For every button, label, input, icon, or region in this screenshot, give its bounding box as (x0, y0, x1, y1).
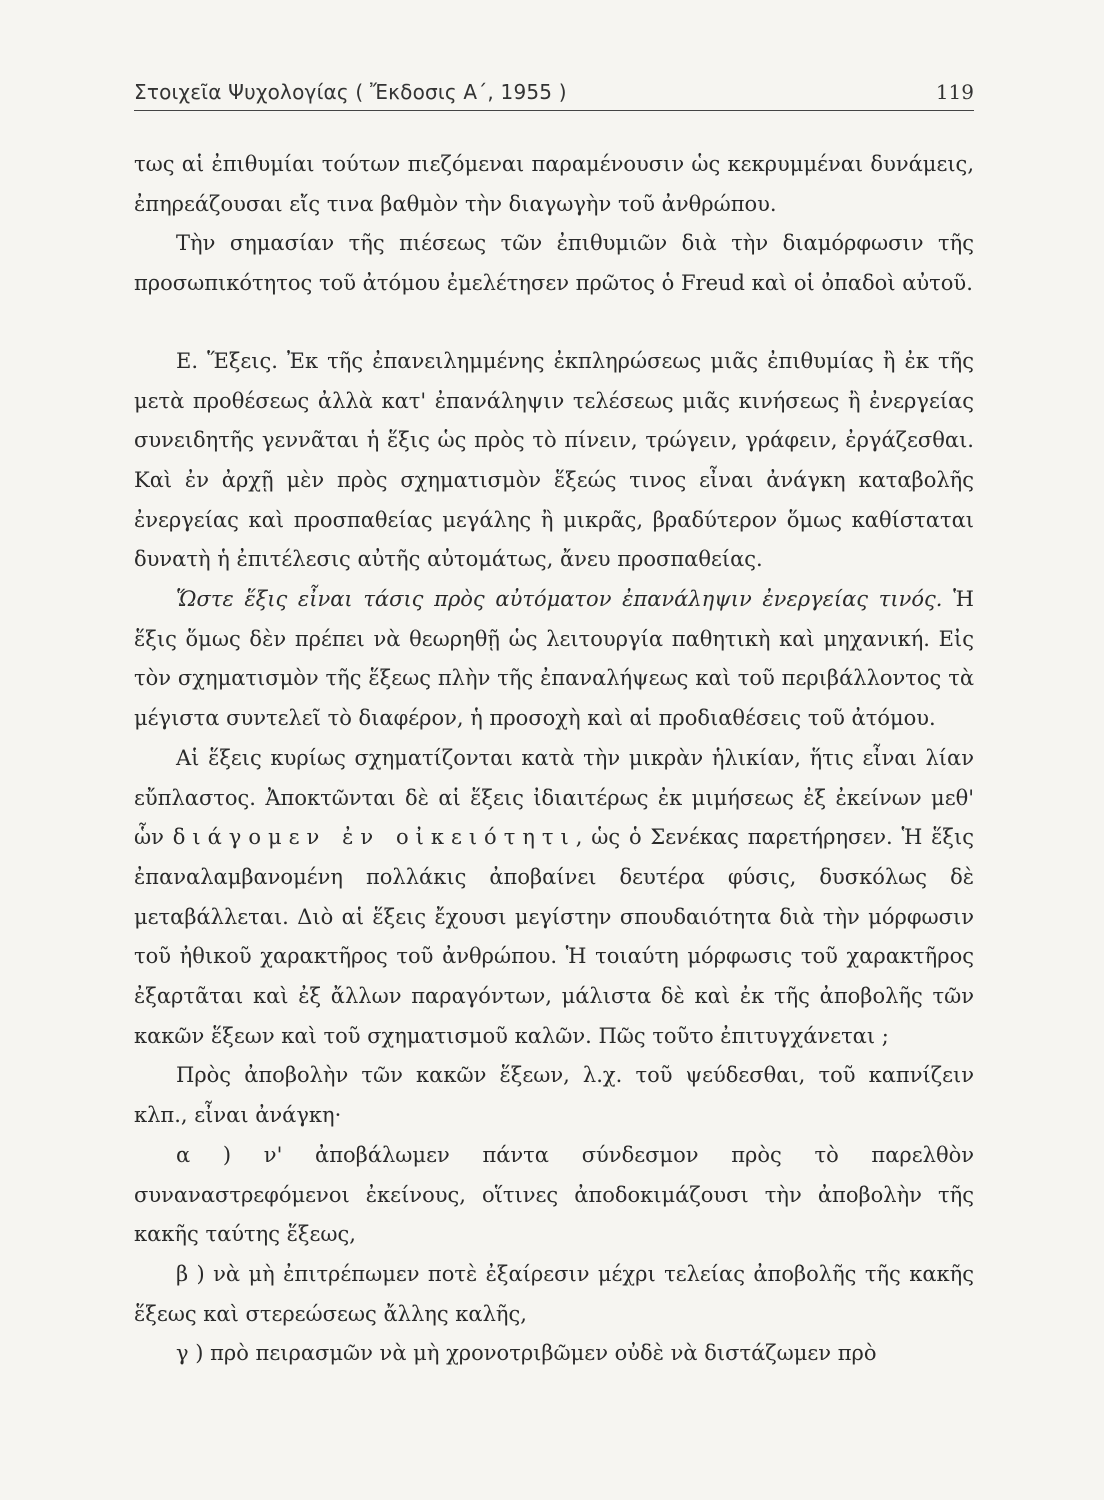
paragraph-continuation: τως αἱ ἐπιθυμίαι τούτων πιεζόμεναι παραμένουσιν ὡς κεκρυμμέναι δυνάμεις, ἐπηρεάζουσαι εἴς τινα βαθμὸν τὴν διαγωγὴν τοῦ ἀνθρώπου. (134, 152, 974, 216)
paragraph-bad-habits: Πρὸς ἀποβολὴν τῶν κακῶν ἕξεων, λ.χ. τοῦ ψεύδεσθαι, τοῦ καπνίζειν κλπ., εἶναι ἀνάγκη· (134, 1063, 974, 1128)
habit-definition-italic: Ὥστε ἕξις εἶναι τάσις πρὸς αὐτόματον ἐπανάληψιν ἐνεργείας τινός. (176, 587, 943, 612)
habit-formation-part-a: Αἱ ἕξεις κυρίως σχηματίζονται κατὰ τὴν μικρὰν ἡλικίαν, ἥτις εἶναι λίαν εὔπλαστος. Ἀποκτῶνται δὲ αἱ ἕξεις ἰδιαιτέρως ἐκ μιμήσεως ἐξ ἐκείνων μεθ' ὧν (134, 745, 974, 850)
list-item-beta: β ) νὰ μὴ ἐπιτρέπωμεν ποτὲ ἐξαίρεσιν μέχρι τελείας ἀποβολῆς τῆς κακῆς ἕξεως καὶ στερεώσεως ἄλλης καλῆς, (134, 1261, 974, 1326)
page-number: 119 (935, 80, 974, 104)
list-item-gamma: γ ) πρὸ πειρασμῶν νὰ μὴ χρονοτριβῶμεν οὐδὲ νὰ διστάζωμεν πρὸ (176, 1341, 877, 1366)
spaced-quote: διάγομεν ἐν οἰκειότητι (172, 825, 576, 850)
running-header (134, 80, 974, 111)
book-title: Στοιχεῖα Ψυχολογίας ( Ἔκδοσις Α΄, 1955 ) (134, 80, 567, 104)
paragraph-habit-formation (134, 739, 974, 1057)
list-item-alpha: α ) ν' ἀποβάλωμεν πάντα σύνδεσμον πρὸς τὸ παρελθὸν συναναστρεφόμενοι ἐκείνους, οἵτινες ἀποδοκιμάζουσι τὴν ἀποβολὴν τῆς κακῆς ταύτης ἕξεως, (134, 1142, 974, 1247)
habit-formation-part-b: , ὡς ὁ Σενέκας παρετήρησεν. Ἡ ἕξις ἐπαναλαμβανομένη πολλάκις ἀποβαίνει δευτέρα φύσις, δυσκόλως δὲ μεταβάλλεται. Διὸ αἱ ἕξεις ἔχουσι μεγίστην σπουδαιότητα διὰ τὴν μόρφωσιν τοῦ ἠθικοῦ χαρακτῆρος τοῦ ἀνθρώπου. Ἡ τοιαύτη μόρφωσις τοῦ χαρακτῆρος ἐξαρτᾶται καὶ ἐξ ἄλλων παραγόντων, μάλιστα δὲ καὶ ἐκ τῆς ἀποβολῆς τῶν κακῶν ἕξεων καὶ τοῦ σχηματισμοῦ καλῶν. Πῶς τοῦτο ἐπιτυγχάνεται ; (134, 825, 974, 1048)
paragraph-habits-section: Ε. Ἕξεις. Ἐκ τῆς ἐπανειλημμένης ἐκπληρώσεως μιᾶς ἐπιθυμίας ἢ ἐκ τῆς μετὰ προθέσεως ἀλλὰ κατ' ἐπανάληψιν τελέσεως μιᾶς κινήσεως ἢ ἐνεργείας συνειδητῆς γεννᾶται ἡ ἕξις ὡς πρὸς τὸ πίνειν, τρώγειν, γράφειν, ἐργάζεσθαι. Καὶ ἐν ἀρχῇ μὲν πρὸς σχηματισμὸν ἕξεώς τινος εἶναι ἀνάγκη καταβολῆς ἐνεργείας καὶ προσπαθείας μεγάλης ἢ μικρᾶς, βραδύτερον ὅμως καθίσταται δυνατὴ ἡ ἐπιτέλεσις αὐτῆς αὐτομάτως, ἄνευ προσπαθείας. (134, 348, 974, 572)
paragraph-habit-definition (134, 580, 974, 739)
paragraph-freud: Τὴν σημασίαν τῆς πιέσεως τῶν ἐπιθυμιῶν διὰ τὴν διαμόρφωσιν τῆς προσωπικότητος τοῦ ἀτόμου ἐμελέτησεν πρῶτος ὁ Freud καὶ οἱ ὀπαδοὶ αὐτοῦ. (134, 231, 974, 296)
habit-definition-rest: Ἡ ἕξις ὅμως δὲν πρέπει νὰ θεωρηθῇ ὡς λειτουργία παθητικὴ καὶ μηχανική. Εἰς τὸν σχηματισμὸν τῆς ἕξεως πλὴν τῆς ἐπαναλήψεως καὶ τοῦ περιβάλλοντος τὰ μέγιστα συντελεῖ τὸ διαφέρον, ἡ προσοχὴ καὶ αἱ προδιαθέσεις τοῦ ἀτόμου. (134, 587, 974, 731)
book-page (134, 80, 974, 1374)
page-body (134, 145, 974, 1374)
